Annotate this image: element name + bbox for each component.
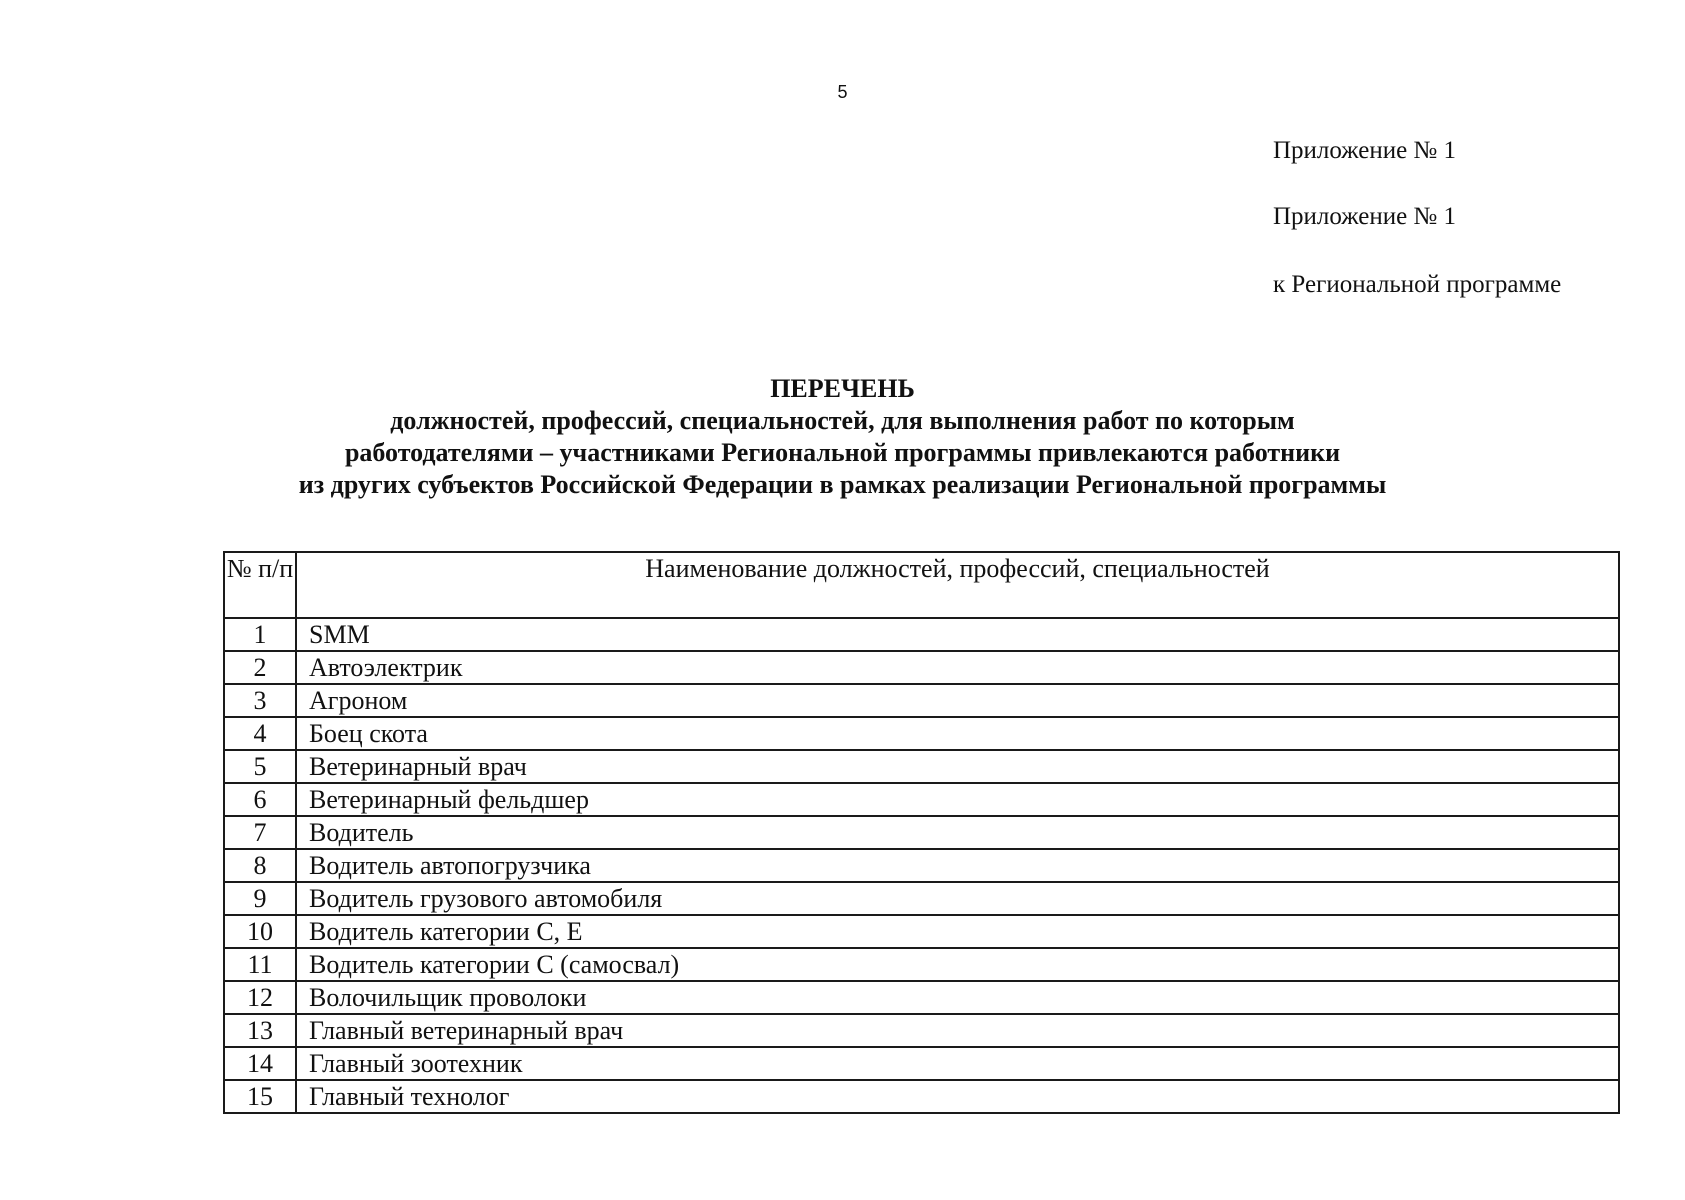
row-name: Главный зоотехник [296,1047,1619,1080]
table-row [224,816,1619,849]
row-number: 3 [224,684,296,717]
row-number: 9 [224,882,296,915]
document-heading [0,373,1685,501]
row-number: 8 [224,849,296,882]
row-number: 4 [224,717,296,750]
heading-line-1: должностей, профессий, специальностей, для выполнения работ по которым [390,406,1295,435]
table-row [224,915,1619,948]
table-row [224,1047,1619,1080]
row-number: 14 [224,1047,296,1080]
document-title: ПЕРЕЧЕНЬ [770,374,915,403]
row-number: 1 [224,618,296,651]
table-row [224,684,1619,717]
row-name: Водитель грузового автомобиля [296,882,1619,915]
table-row [224,1014,1619,1047]
appendix-label: Приложение № 1 [1273,137,1457,164]
table-row [224,651,1619,684]
header-number: № п/п [224,552,296,618]
table-row [224,981,1619,1014]
row-name: Водитель категории С (самосвал) [296,948,1619,981]
appendix-label-repeat: Приложение № 1 [1273,203,1457,230]
row-name: Водитель [296,816,1619,849]
appendix-program-reference: к Региональной программе [1273,271,1562,298]
table-row [224,849,1619,882]
row-name: Автоэлектрик [296,651,1619,684]
header-name: Наименование должностей, профессий, специальностей [296,552,1619,618]
row-number: 2 [224,651,296,684]
row-name: Ветеринарный фельдшер [296,783,1619,816]
row-name: Боец скота [296,717,1619,750]
row-name: Водитель автопогрузчика [296,849,1619,882]
row-number: 12 [224,981,296,1014]
row-number: 7 [224,816,296,849]
row-number: 5 [224,750,296,783]
row-name: Главный технолог [296,1080,1619,1113]
table-row [224,1080,1619,1113]
row-name: Агроном [296,684,1619,717]
table-row [224,783,1619,816]
page-number: 5 [837,82,848,102]
row-name: Волочильщик проволоки [296,981,1619,1014]
row-name: Ветеринарный врач [296,750,1619,783]
heading-line-2: работодателями – участниками Региональной программы привлекаются работники [344,438,1341,467]
row-name: Водитель категории С, Е [296,915,1619,948]
row-number: 10 [224,915,296,948]
table-row [224,882,1619,915]
row-name: SMM [296,618,1619,651]
table-row [224,618,1619,651]
row-number: 15 [224,1080,296,1113]
positions-table [223,551,1620,1114]
row-name: Главный ветеринарный врач [296,1014,1619,1047]
table-row [224,750,1619,783]
row-number: 11 [224,948,296,981]
row-number: 13 [224,1014,296,1047]
table-row [224,717,1619,750]
heading-line-3: из других субъектов Российской Федерации в рамках реализации Региональной программы [298,470,1387,499]
table-row [224,948,1619,981]
row-number: 6 [224,783,296,816]
table-header-row [224,552,1619,618]
